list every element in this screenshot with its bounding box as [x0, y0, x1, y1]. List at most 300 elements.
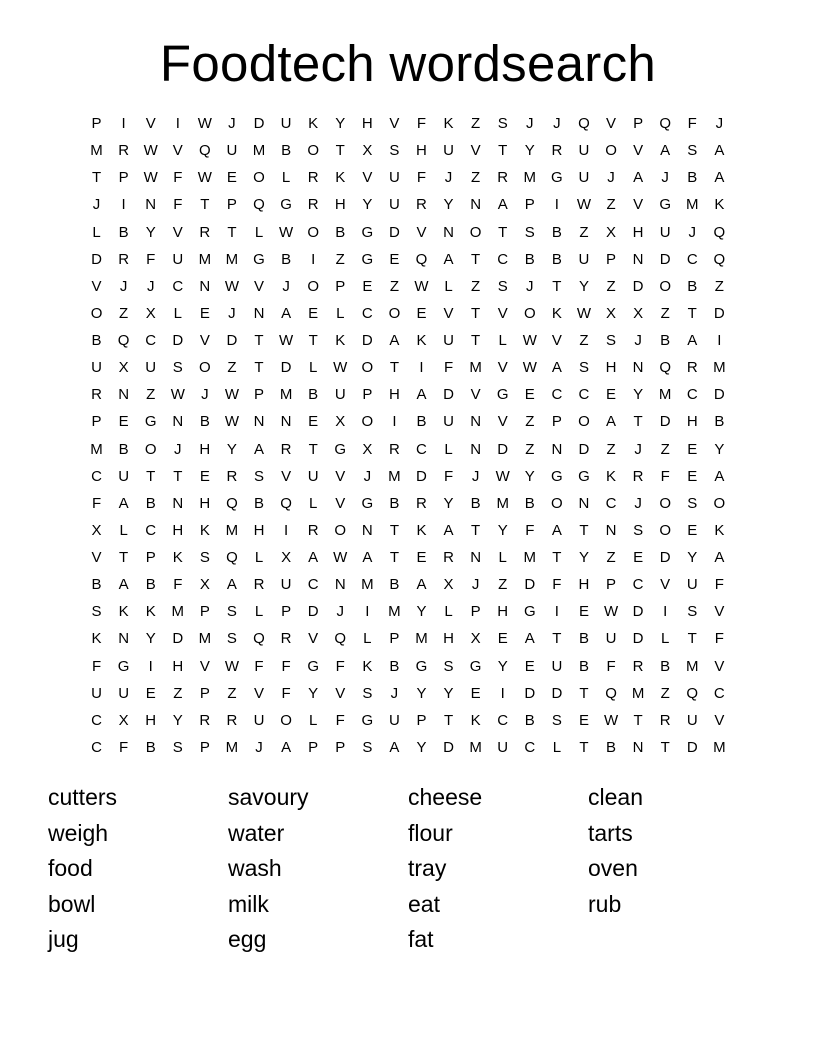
grid-letter: G: [469, 657, 482, 675]
grid-letter: Z: [714, 277, 724, 295]
word-list-item: oven: [588, 855, 638, 882]
grid-letter: Q: [253, 630, 265, 648]
grid-letter: X: [199, 576, 210, 594]
grid-letter: P: [606, 576, 617, 594]
grid-letter: E: [145, 684, 156, 702]
grid-letter: G: [280, 196, 292, 214]
grid-letter: U: [388, 196, 400, 214]
grid-letter: Z: [606, 440, 616, 458]
grid-letter: E: [578, 711, 589, 729]
grid-letter: M: [225, 250, 239, 268]
grid-letter: V: [172, 142, 183, 160]
grid-letter: Y: [497, 521, 508, 539]
grid-letter: W: [170, 386, 185, 404]
grid-letter: L: [254, 223, 264, 241]
grid-letter: L: [498, 332, 507, 350]
grid-letter: D: [226, 332, 238, 350]
grid-letter: N: [470, 196, 482, 214]
grid-letter: T: [91, 169, 102, 187]
grid-letter: R: [280, 440, 292, 458]
grid-letter: Z: [498, 576, 508, 594]
grid-letter: K: [91, 630, 102, 648]
grid-letter: R: [632, 467, 644, 485]
grid-letter: D: [280, 359, 292, 377]
grid-letter: M: [496, 494, 509, 512]
grid-letter: B: [335, 223, 346, 241]
grid-letter: R: [632, 657, 644, 675]
grid-letter: W: [522, 332, 537, 350]
grid-letter: M: [171, 603, 185, 621]
grid-letter: H: [199, 440, 211, 458]
grid-letter: E: [606, 386, 617, 404]
grid-letter: N: [443, 223, 454, 241]
grid-letter: L: [281, 169, 291, 187]
grid-letter: I: [148, 657, 153, 675]
grid-letter: V: [660, 576, 671, 594]
grid-letter: V: [199, 332, 210, 350]
grid-letter: E: [497, 630, 508, 648]
grid-letter: J: [255, 738, 263, 756]
grid-letter: U: [388, 169, 400, 187]
grid-letter: H: [172, 521, 184, 539]
grid-letter: R: [388, 440, 400, 458]
grid-letter: T: [254, 359, 264, 377]
grid-letter: X: [606, 223, 617, 241]
grid-letter: M: [686, 657, 699, 675]
grid-letter: V: [199, 657, 210, 675]
grid-letter: E: [199, 304, 210, 322]
grid-letter: K: [199, 521, 210, 539]
grid-letter: B: [714, 413, 725, 431]
grid-letter: V: [443, 304, 454, 322]
grid-letter: C: [713, 684, 725, 702]
grid-letter: W: [603, 711, 619, 729]
grid-letter: U: [443, 332, 454, 350]
grid-letter: Q: [686, 684, 699, 702]
word-list-item: tray: [408, 855, 447, 882]
grid-letter: V: [714, 603, 725, 621]
grid-row: [83, 467, 733, 494]
grid-letter: K: [118, 603, 129, 621]
grid-letter: W: [576, 304, 592, 322]
grid-letter: V: [91, 549, 102, 567]
grid-letter: Y: [226, 440, 237, 458]
grid-letter: L: [552, 738, 562, 756]
word-list-item: egg: [228, 926, 267, 953]
grid-letter: H: [416, 142, 427, 160]
grid-letter: K: [145, 603, 156, 621]
grid-letter: F: [281, 657, 291, 675]
grid-letter: A: [524, 630, 535, 648]
grid-letter: R: [199, 711, 211, 729]
grid-letter: J: [444, 169, 453, 187]
grid-letter: R: [497, 169, 509, 187]
grid-letter: D: [443, 738, 454, 756]
grid-letter: W: [143, 142, 158, 160]
grid-letter: B: [281, 250, 292, 268]
grid-letter: T: [498, 142, 508, 160]
grid-letter: G: [415, 657, 428, 675]
grid-letter: G: [361, 711, 374, 729]
grid-letter: Q: [578, 115, 590, 132]
grid-letter: J: [634, 494, 642, 512]
grid-letter: S: [362, 684, 373, 702]
grid-letter: J: [688, 223, 696, 241]
grid-letter: G: [551, 467, 563, 485]
grid-letter: R: [443, 549, 454, 567]
grid-letter: V: [714, 711, 725, 729]
grid-letter: Y: [578, 277, 589, 295]
grid-row: [83, 440, 733, 467]
grid-letter: V: [335, 684, 346, 702]
grid-letter: Z: [471, 169, 481, 187]
grid-letter: X: [335, 413, 346, 431]
grid-letter: O: [144, 440, 157, 458]
grid-letter: S: [687, 494, 698, 512]
grid-letter: S: [226, 630, 237, 648]
grid-letter: Y: [416, 684, 427, 702]
grid-letter: S: [362, 738, 373, 756]
grid-letter: Y: [687, 549, 698, 567]
grid-letter: N: [145, 196, 157, 214]
grid-letter: J: [174, 440, 182, 458]
grid-letter: M: [388, 603, 401, 621]
grid-letter: P: [389, 630, 400, 648]
grid-letter: B: [118, 223, 129, 241]
grid-letter: L: [444, 277, 453, 295]
grid-letter: S: [633, 521, 644, 539]
grid-letter: L: [254, 549, 264, 567]
grid-letter: Y: [443, 684, 454, 702]
grid-row: [83, 141, 733, 168]
grid-letter: Z: [146, 386, 156, 404]
grid-letter: U: [686, 576, 698, 594]
grid-row: [83, 195, 733, 222]
grid-letter: R: [91, 386, 102, 404]
grid-letter: V: [633, 142, 644, 160]
grid-letter: O: [307, 277, 319, 295]
grid-letter: A: [281, 304, 292, 322]
grid-letter: B: [389, 576, 400, 594]
grid-letter: Z: [227, 359, 237, 377]
grid-letter: Y: [145, 630, 156, 648]
grid-letter: O: [199, 359, 211, 377]
grid-letter: N: [551, 440, 563, 458]
grid-letter: F: [525, 521, 535, 539]
grid-letter: T: [227, 223, 237, 241]
grid-letter: V: [497, 304, 508, 322]
grid-letter: U: [443, 413, 454, 431]
grid-letter: V: [497, 359, 508, 377]
grid-letter: K: [362, 657, 373, 675]
grid-letter: K: [335, 169, 346, 187]
grid-letter: J: [715, 115, 724, 132]
grid-row: [83, 223, 733, 250]
grid-letter: T: [308, 332, 318, 350]
grid-letter: C: [524, 738, 536, 756]
grid-letter: C: [632, 576, 644, 594]
grid-letter: U: [578, 142, 590, 160]
grid-letter: S: [497, 277, 508, 295]
grid-letter: M: [713, 359, 726, 377]
grid-letter: V: [91, 277, 102, 295]
grid-letter: E: [687, 521, 698, 539]
grid-letter: Z: [471, 277, 481, 295]
grid-letter: V: [714, 657, 725, 675]
grid-letter: V: [254, 277, 265, 295]
grid-letter: G: [361, 494, 374, 512]
grid-letter: D: [416, 467, 427, 485]
grid-letter: J: [526, 277, 534, 295]
grid-letter: O: [361, 359, 374, 377]
grid-letter: S: [172, 359, 183, 377]
grid-letter: I: [554, 196, 559, 214]
grid-letter: P: [281, 603, 292, 621]
grid-letter: S: [687, 603, 698, 621]
grid-letter: N: [199, 277, 211, 295]
word-list-item: jug: [48, 926, 79, 953]
grid-letter: G: [144, 413, 157, 431]
grid-letter: O: [578, 413, 590, 431]
grid-letter: B: [606, 738, 617, 756]
grid-letter: H: [361, 115, 373, 132]
grid-letter: Y: [497, 657, 508, 675]
grid-letter: T: [335, 142, 345, 160]
grid-letter: M: [523, 549, 537, 567]
grid-letter: C: [145, 521, 157, 539]
grid-letter: O: [307, 223, 319, 241]
grid-letter: T: [471, 521, 481, 539]
grid-letter: O: [713, 494, 726, 512]
grid-letter: E: [118, 413, 129, 431]
grid-letter: B: [524, 250, 535, 268]
grid-letter: A: [497, 196, 508, 214]
grid-letter: Z: [660, 304, 670, 322]
grid-letter: T: [254, 332, 264, 350]
word-list-item: weigh: [48, 819, 109, 846]
grid-letter: X: [443, 576, 454, 594]
grid-letter: R: [416, 494, 427, 512]
grid-letter: R: [253, 576, 265, 594]
grid-letter: P: [254, 386, 265, 404]
grid-letter: B: [551, 250, 562, 268]
grid-letter: J: [634, 332, 642, 350]
grid-letter: D: [524, 576, 536, 594]
grid-letter: T: [389, 359, 399, 377]
grid-letter: S: [226, 603, 237, 621]
grid-letter: Q: [659, 115, 672, 132]
grid-letter: I: [554, 603, 559, 621]
grid-letter: Q: [659, 359, 672, 377]
grid-letter: U: [280, 576, 292, 594]
grid-letter: I: [419, 359, 424, 377]
grid-letter: B: [254, 494, 265, 512]
grid-letter: U: [172, 250, 184, 268]
grid-letter: J: [146, 277, 155, 295]
grid-letter: D: [659, 413, 671, 431]
grid-letter: W: [279, 223, 294, 241]
grid-letter: J: [363, 467, 372, 485]
grid-row: [83, 168, 733, 195]
grid-letter: C: [551, 386, 563, 404]
grid-letter: J: [471, 467, 480, 485]
grid-letter: R: [118, 250, 130, 268]
word-list-item: water: [228, 819, 285, 846]
word-column: [408, 780, 588, 958]
grid-letter: V: [254, 684, 265, 702]
grid-letter: A: [308, 549, 319, 567]
grid-letter: C: [605, 494, 617, 512]
word-column: [228, 780, 408, 958]
grid-letter: Q: [605, 684, 617, 702]
grid-letter: R: [199, 223, 211, 241]
grid-letter: Q: [334, 630, 347, 648]
grid-letter: U: [280, 115, 292, 132]
grid-letter: D: [253, 115, 265, 132]
grid-letter: N: [605, 521, 617, 539]
grid-letter: A: [226, 576, 237, 594]
grid-letter: P: [335, 738, 346, 756]
grid-letter: D: [172, 630, 184, 648]
grid-letter: O: [659, 277, 672, 295]
grid-letter: B: [91, 332, 102, 350]
grid-letter: G: [361, 223, 374, 241]
grid-letter: N: [470, 549, 482, 567]
grid-letter: Q: [117, 332, 130, 350]
grid-letter: F: [714, 576, 724, 594]
grid-letter: I: [121, 196, 126, 214]
grid-letter: T: [579, 738, 589, 756]
grid-letter: O: [90, 304, 103, 322]
grid-letter: M: [198, 630, 212, 648]
grid-letter: N: [280, 413, 292, 431]
grid-letter: X: [118, 711, 129, 729]
grid-letter: R: [416, 196, 427, 214]
grid-letter: C: [91, 467, 102, 485]
grid-letter: A: [281, 738, 292, 756]
grid-letter: K: [551, 304, 562, 322]
grid-letter: F: [173, 576, 183, 594]
word-list-item: milk: [228, 890, 269, 917]
grid-letter: M: [90, 142, 103, 160]
grid-letter: M: [225, 738, 239, 756]
grid-letter: O: [307, 142, 319, 160]
grid-row: [83, 657, 733, 684]
grid-letter: T: [308, 440, 318, 458]
grid-letter: U: [118, 684, 130, 702]
grid-letter: F: [119, 738, 129, 756]
grid-letter: E: [389, 250, 400, 268]
grid-letter: J: [228, 115, 236, 132]
grid-letter: B: [389, 657, 400, 675]
grid-letter: C: [307, 576, 319, 594]
grid-letter: N: [172, 494, 184, 512]
grid-letter: W: [333, 359, 348, 377]
grid-letter: H: [253, 521, 265, 539]
grid-letter: F: [146, 250, 156, 268]
grid-letter: P: [226, 196, 237, 214]
grid-letter: Y: [578, 549, 589, 567]
grid-letter: T: [633, 413, 643, 431]
grid-letter: E: [362, 277, 373, 295]
grid-letter: J: [553, 115, 561, 132]
word-column: [588, 780, 768, 922]
grid-letter: T: [146, 467, 156, 485]
grid-letter: M: [686, 196, 699, 214]
grid-letter: D: [713, 386, 725, 404]
grid-letter: Y: [145, 223, 156, 241]
word-list-item: eat: [408, 890, 440, 917]
grid-letter: E: [524, 386, 535, 404]
grid-letter: H: [497, 603, 509, 621]
grid-row: [83, 304, 733, 331]
grid-letter: B: [470, 494, 481, 512]
grid-row: [83, 629, 733, 656]
grid-letter: A: [362, 549, 373, 567]
grid-letter: R: [659, 711, 671, 729]
grid-letter: U: [578, 250, 590, 268]
grid-letter: J: [471, 576, 480, 594]
grid-letter: F: [173, 169, 183, 187]
grid-letter: D: [524, 684, 536, 702]
grid-letter: E: [226, 169, 237, 187]
grid-letter: B: [578, 630, 589, 648]
grid-letter: K: [443, 115, 454, 132]
grid-letter: H: [145, 711, 157, 729]
grid-letter: C: [361, 304, 373, 322]
grid-letter: Y: [633, 386, 644, 404]
grid-letter: F: [606, 657, 616, 675]
grid-letter: D: [551, 684, 563, 702]
grid-letter: G: [551, 169, 563, 187]
grid-letter: B: [199, 413, 210, 431]
grid-letter: Y: [416, 738, 427, 756]
grid-letter: D: [659, 250, 671, 268]
grid-letter: U: [443, 142, 454, 160]
grid-letter: T: [471, 250, 481, 268]
grid-letter: B: [416, 413, 427, 431]
grid-letter: L: [661, 630, 670, 648]
grid-letter: G: [253, 250, 265, 268]
grid-letter: C: [578, 386, 590, 404]
grid-letter: M: [361, 576, 374, 594]
grid-letter: M: [713, 738, 726, 756]
grid-letter: B: [660, 657, 671, 675]
grid-letter: U: [307, 467, 319, 485]
grid-letter: G: [334, 440, 347, 458]
grid-letter: L: [444, 440, 453, 458]
grid-letter: Z: [660, 684, 670, 702]
grid-letter: D: [91, 250, 102, 268]
grid-letter: B: [145, 494, 156, 512]
grid-letter: N: [578, 494, 590, 512]
grid-letter: V: [172, 223, 183, 241]
grid-letter: W: [197, 115, 212, 132]
word-list-item: food: [48, 855, 93, 882]
grid-letter: Q: [280, 494, 292, 512]
grid-letter: O: [280, 711, 292, 729]
grid-letter: V: [633, 196, 644, 214]
grid-letter: U: [686, 711, 698, 729]
grid-letter: A: [606, 413, 617, 431]
grid-letter: K: [606, 467, 617, 485]
grid-letter: I: [175, 115, 180, 132]
grid-letter: B: [308, 386, 319, 404]
grid-letter: F: [254, 657, 264, 675]
grid-letter: M: [658, 386, 672, 404]
grid-letter: V: [145, 115, 156, 132]
grid-letter: A: [389, 738, 400, 756]
